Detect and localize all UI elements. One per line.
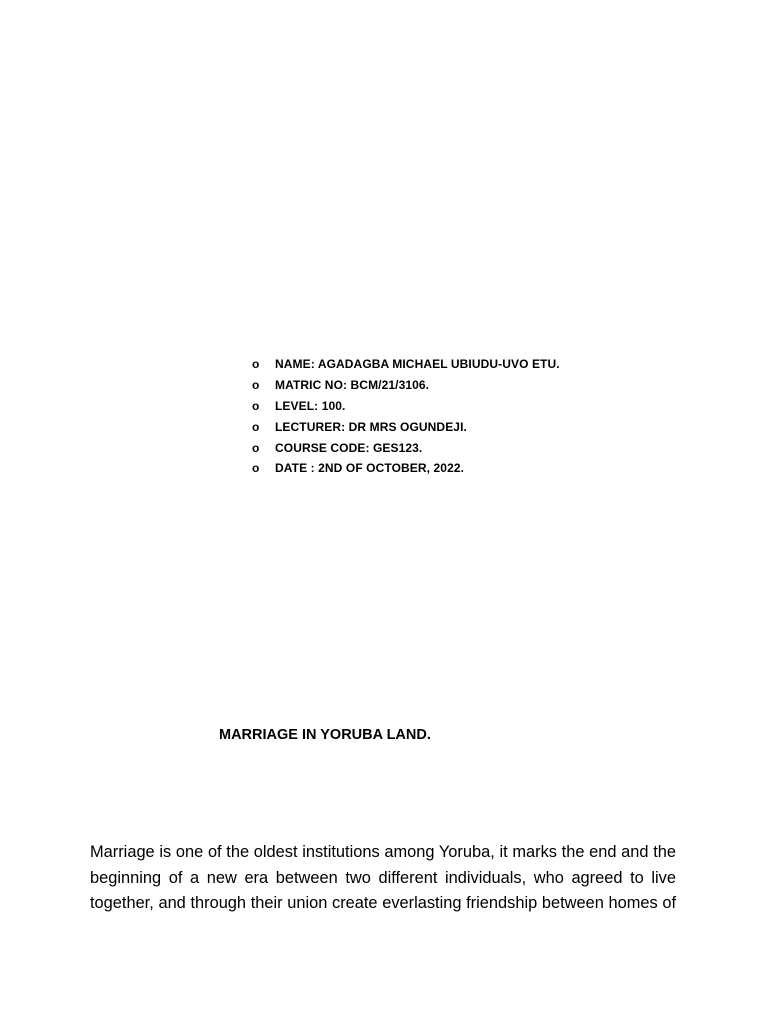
bullet-icon: o bbox=[252, 419, 260, 434]
bullet-icon: o bbox=[252, 378, 260, 393]
document-title: MARRIAGE IN YORUBA LAND. bbox=[219, 727, 431, 743]
student-details-list bbox=[252, 354, 560, 479]
bullet-icon: o bbox=[252, 357, 260, 372]
detail-course-code bbox=[252, 437, 560, 458]
body-paragraph: Marriage is one of the oldest institutions among Yoruba, it marks the end and the beginning of a new era between two different individuals, who agreed to live together, and through their union create everlasting friendship between homes of bbox=[90, 843, 676, 912]
detail-lecturer bbox=[252, 416, 560, 437]
detail-course-code-text: COURSE CODE: GES123. bbox=[275, 440, 423, 455]
detail-level-text: LEVEL: 100. bbox=[275, 398, 346, 413]
detail-date-text: DATE : 2ND OF OCTOBER, 2022. bbox=[275, 461, 465, 476]
bullet-icon: o bbox=[252, 398, 260, 413]
detail-name bbox=[252, 354, 560, 375]
detail-lecturer-text: LECTURER: DR MRS OGUNDEJI. bbox=[275, 419, 467, 434]
bullet-icon: o bbox=[252, 440, 260, 455]
detail-date bbox=[252, 458, 560, 479]
detail-name-text: NAME: AGADAGBA MICHAEL UBIUDU-UVO ETU. bbox=[275, 357, 560, 372]
detail-matric-no bbox=[252, 375, 560, 396]
detail-matric-no-text: MATRIC NO: BCM/21/3106. bbox=[275, 378, 430, 393]
bullet-icon: o bbox=[252, 461, 260, 476]
detail-level bbox=[252, 396, 560, 417]
